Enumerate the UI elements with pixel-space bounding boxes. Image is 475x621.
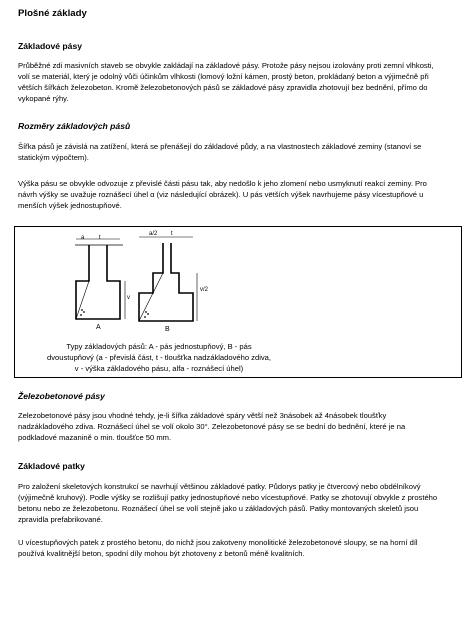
- paragraph-zakladove-patky-2: U vícestupňových patek z prostého betonu, do nichž jsou zakotveny monolitické železobetonové sloupy, se na horní díl používá kvalitnější beton, spodní díly mohou být zhotoveny z betonů méně kvalitních.: [18, 538, 418, 558]
- paragraph-zakladove-patky-1: Pro založení skeletových konstrukcí se navrhují většinou základové patky. Půdorys patky je čtvercový nebo obdélníkový (výjimečně kruhový). Podle výšky se rozlišují patky jednostupňové nebo vícestupňové. Patky se zhotovují obvykle z prostého betonu nebo ze železobetonu. Roznášecí úhel se volí stejně jako u základových pásů. Patky montovaných skeletů jsou zpravidla prefabrikované.: [18, 482, 438, 524]
- foundation-types-drawing: [75, 233, 285, 333]
- figure-label-t-a: t: [99, 235, 101, 241]
- heading-zakladove-pasy: Základové pásy: [18, 41, 83, 51]
- figure-label-a-top: a: [81, 235, 85, 241]
- page-title: Plošné základy: [18, 8, 87, 19]
- figure-label-B: B: [165, 326, 170, 333]
- figure-label-a2-b: a/2: [149, 231, 158, 237]
- figure-box: [14, 226, 462, 378]
- heading-zakladove-patky: Základové patky: [18, 461, 85, 471]
- heading-rozmery: Rozměry základových pásů: [18, 121, 131, 131]
- paragraph-zakladove-pasy: Průběžné zdi masivních staveb se obvykle zakládají na základové pásy. Protože pásy nejsou izolovány proti zemní vlhkosti, volí se materiál, který je odolný vůči účinkům vlhkosti (lomový ložní kámen, prostý beton, prokládaný beton a výjimečně při větších šířkách železobeton. Kromě železobetonových pásů se základové pásy zpravidla zhotovují bez bednění, přímo do vykopané rýhy.: [18, 61, 434, 103]
- figure-label-v2-b: v/2: [200, 287, 209, 293]
- figure-caption: Typy základových pásů: A - pás jednostupňový, B - pás dvoustupňový (a - převislá část, t - tloušťka nadzákladového zdiva, v - výška základového pásu, alfa - roznášecí úhel): [46, 342, 272, 373]
- figure-label-t-b: t: [171, 231, 173, 237]
- heading-zelezobetonove-pasy: Železobetonové pásy: [18, 391, 105, 401]
- paragraph-rozmery-2: Výška pásu se obvykle odvozuje z převislé části pásu tak, aby nedošlo k jeho zlomení nebo usmyknutí reakcí zeminy. Pro návrh výšky se uvažuje roznášecí úhel α (viz následující obrázek). U pás vëtších výšek navrhujeme pásy vícestupňové u menších výšek jednostupňové.: [18, 179, 427, 210]
- figure-label-v-a: v: [127, 295, 130, 301]
- figure-label-A: A: [96, 324, 101, 331]
- paragraph-rozmery-1: Šířka pásů je závislá na zatížení, která se přenášejí do základové půdy, a na vlastnostech základové zeminy (stanoví se statickým výpočtem).: [18, 142, 422, 162]
- paragraph-zelezobetonove-pasy: Zelezobetonové pásy jsou vhodné tehdy, je-li šířka základové spáry větší než 3násobek až 4násobek tloušťky nadzákladového zdiva. Roznášecí úhel se volí okolo 30°. Zelezobetonové pásy se se bední do bednění, které je na podkladové mazanině o min. tloušťce 50 mm.: [18, 411, 406, 442]
